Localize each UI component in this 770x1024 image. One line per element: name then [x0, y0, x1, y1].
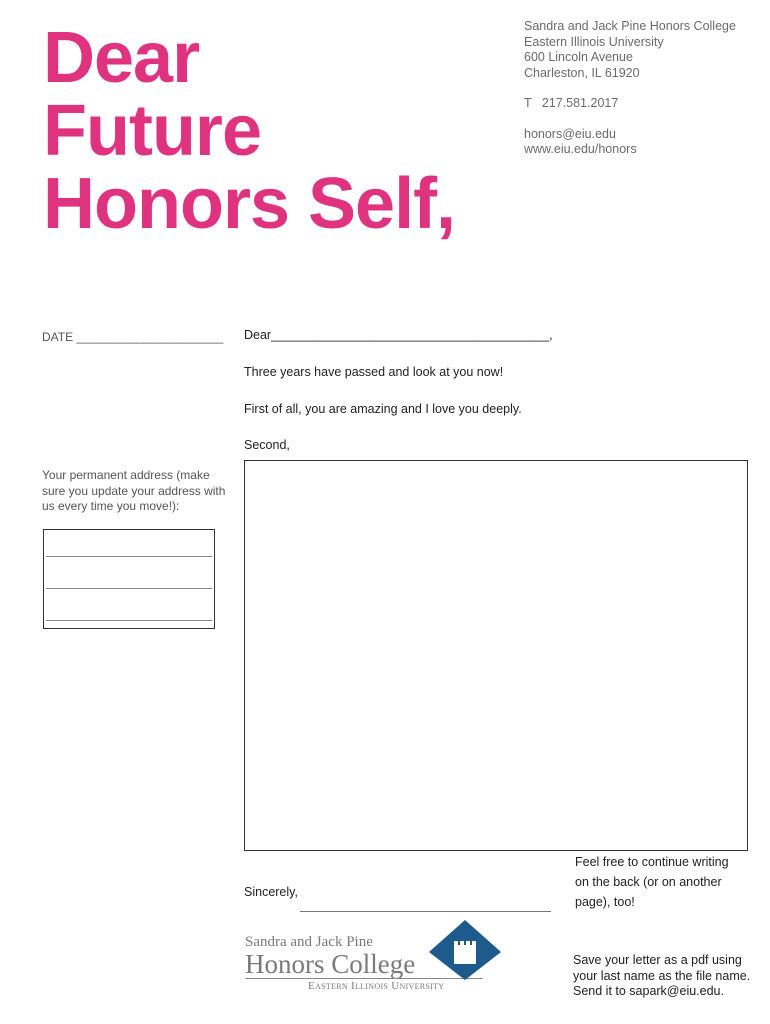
- letter-salutation[interactable]: Dear________________________________________,: [244, 328, 553, 342]
- letter-line-3: Second,: [244, 438, 290, 452]
- letter-line-2: First of all, you are amazing and I love you deeply.: [244, 402, 522, 416]
- address-field[interactable]: [43, 529, 215, 629]
- title-line-1: Dear: [43, 18, 200, 98]
- city-address: Charleston, IL 61920: [524, 65, 640, 80]
- diamond-tower-icon: [425, 918, 505, 980]
- website-link[interactable]: www.eiu.edu/honors: [524, 142, 637, 156]
- title-line-2: Future: [43, 91, 261, 171]
- college-name: Sandra and Jack Pine Honors College: [524, 19, 736, 33]
- letter-line-1: Three years have passed and look at you now!: [244, 365, 504, 379]
- save-note: Save your letter as a pdf using your last name as the file name. Send it to sapark@eiu.edu.: [573, 953, 751, 998]
- address-prompt: Your permanent address (make sure you update your address with us every time you move!):: [42, 468, 226, 513]
- address-line-1: [46, 556, 212, 557]
- closing-text: Sincerely,: [244, 885, 298, 899]
- logo-line-2: Honors College: [245, 949, 416, 979]
- address-line-2: [46, 588, 212, 589]
- honors-college-logo: [245, 918, 505, 998]
- phone-number: T 217.581.2017: [524, 96, 619, 110]
- logo-line-3: Eastern Illinois University: [308, 980, 445, 992]
- title-line-3: Honors Self,: [43, 164, 456, 244]
- email-link[interactable]: honors@eiu.edu: [524, 126, 616, 141]
- logo-line-1: Sandra and Jack Pine: [245, 934, 373, 950]
- contact-block: [524, 19, 736, 158]
- street-address: 600 Lincoln Avenue: [524, 50, 633, 64]
- address-line-3: [46, 620, 212, 621]
- continue-note: Feel free to continue writing on the back (or on another page), too!: [575, 855, 729, 909]
- page-title: [43, 18, 456, 244]
- university-name: Eastern Illinois University: [524, 34, 664, 49]
- letter-body-field[interactable]: [244, 460, 748, 851]
- date-field[interactable]: DATE ______________________: [42, 330, 224, 344]
- signature-line[interactable]: [300, 911, 551, 912]
